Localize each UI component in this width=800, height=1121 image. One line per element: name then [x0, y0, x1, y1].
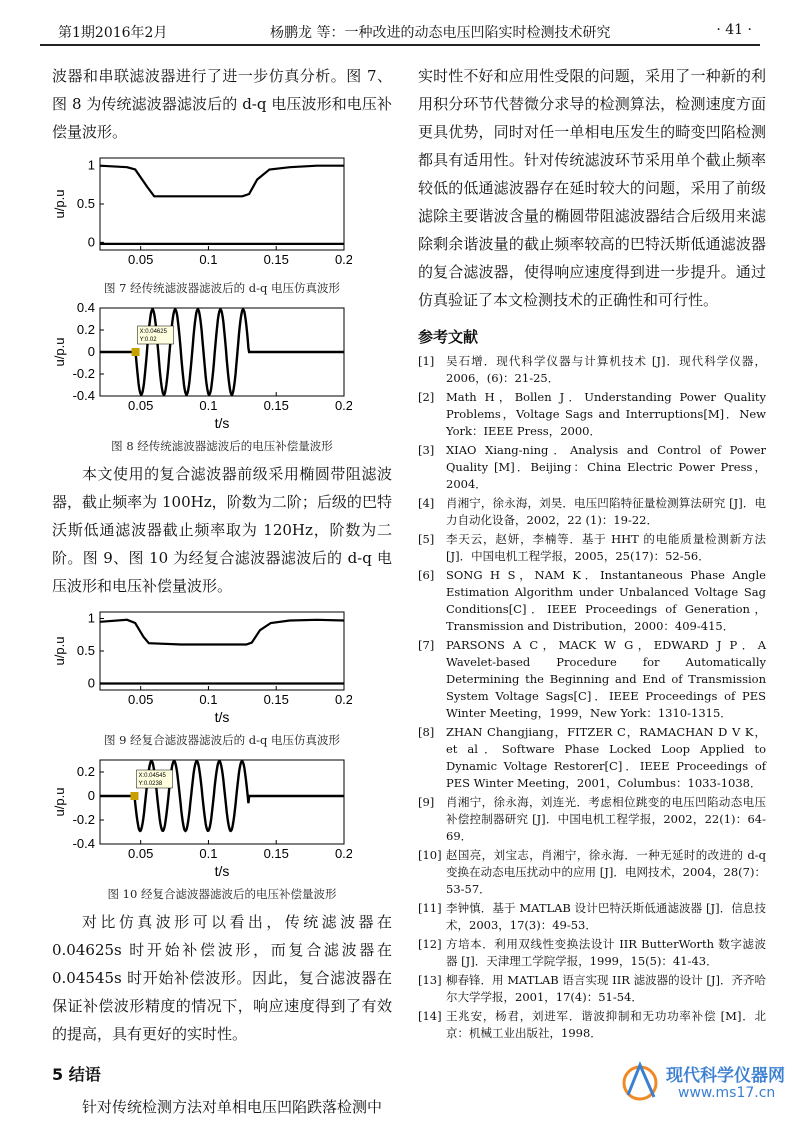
y-axis-label: u/p.u — [52, 337, 67, 367]
datatip-text: X:0.04545 — [138, 773, 166, 779]
figure-8 — [52, 302, 392, 434]
x-tick-label: 0.1 — [199, 252, 218, 267]
x-tick-label: 0.15 — [263, 252, 289, 267]
x-tick-label: 0.2 — [334, 398, 352, 413]
reference-item — [418, 794, 766, 845]
reference-number: [13] — [418, 973, 442, 987]
fig9-chart — [52, 606, 352, 724]
y-tick-label: 0.2 — [76, 764, 95, 779]
y-tick-label: 0 — [87, 344, 95, 359]
x-tick-label: 0.15 — [263, 846, 289, 861]
reference-text: Math H，Bollen J．Understanding Power Quality Problems，Voltage Sags and Interruptions[M]．New York：IEEE Press，2000． — [446, 390, 766, 438]
reference-text: 王兆安，杨君，刘进军．谐波抑制和无功功率补偿 [M]．北京：机械工业出版社，1998． — [446, 1009, 766, 1040]
datatip-text: Y:0.0238 — [138, 781, 163, 787]
fig8-chart — [52, 302, 352, 430]
references-heading: 参考文献 — [418, 328, 479, 346]
fig10-chart — [52, 754, 352, 878]
reference-text: 赵国亮，刘宝志，肖湘宁，徐永海．一种无延时的改进的 d-q 变换在动态电压扰动中的应用 [J]．电网技术，2004，28(7)：53-57． — [446, 848, 766, 896]
reference-item — [418, 567, 766, 635]
reference-item — [418, 389, 766, 440]
datatip-text: Y:0.02 — [139, 337, 157, 343]
figure-9 — [52, 606, 392, 728]
reference-number: [2] — [418, 390, 435, 404]
watermark-logo-icon — [618, 1057, 668, 1107]
y-tick-label: -0.2 — [72, 812, 95, 827]
reference-item — [418, 637, 766, 722]
fig7-chart — [52, 152, 352, 272]
reference-text: SONG H S，NAM K．Instantaneous Phase Angle Estimation Algorithm under Unbalanced Voltage Sag Conditions[C]．IEEE Proceedings of Generation，Transmission and Distribution，2000：409-415． — [446, 568, 766, 633]
reference-text: 柳春锋．用 MATLAB 语言实现 IIR 滤波器的设计 [J]．齐齐哈尔大学学报，2001，17(4)：51-54． — [446, 973, 766, 1004]
reference-number: [1] — [418, 354, 435, 368]
reference-number: [11] — [418, 901, 442, 915]
y-axis-label: u/p.u — [52, 636, 67, 666]
page-number: · 41 · — [716, 22, 752, 38]
datatip-text: X:0.04625 — [139, 329, 167, 335]
x-axis-label: t/s — [214, 709, 230, 724]
x-tick-label: 0.05 — [128, 692, 154, 707]
reference-item — [418, 724, 766, 792]
reference-text: ZHAN Changjiang，FITZER C，RAMACHAN D V K，et al．Software Phase Locked Loop Applied to Dynamic Voltage Restorer[C]．IEEE Proceedings of PES Winter Meeting，2001，Columbus：1033-1038． — [446, 725, 766, 790]
x-tick-label: 0.15 — [263, 398, 289, 413]
x-tick-label: 0.1 — [199, 398, 218, 413]
x-tick-label: 0.05 — [128, 398, 154, 413]
reference-item — [418, 936, 766, 970]
figure-7 — [52, 152, 392, 276]
y-tick-label: 0 — [87, 788, 95, 803]
reference-list — [418, 353, 766, 1042]
x-axis-label: t/s — [214, 415, 230, 430]
x-tick-label: 0.05 — [128, 252, 154, 267]
left-para-1: 波器和串联滤波器进行了进一步仿真分析。图 7、图 8 为传统滤波器滤波后的 d-q 电压波形和电压补偿量波形。 — [52, 67, 392, 141]
x-tick-label: 0.1 — [199, 846, 218, 861]
fig7-caption: 图 7 经传统滤波器滤波后的 d-q 电压仿真波形 — [103, 281, 341, 295]
reference-item — [418, 1008, 766, 1042]
reference-number: [6] — [418, 568, 435, 582]
left-para-2: 本文使用的复合滤波器前级采用椭圆带阻滤波器，截止频率为 100Hz，阶数为二阶；后级的巴特沃斯低通滤波器截止频率取为 120Hz，阶数为二阶。图 9、图 10 为经复合滤波器滤波后的 d-q 电压波形和电压补偿量波形。 — [52, 465, 392, 595]
reference-text: PARSONS A C，MACK W G，EDWARD J P．A Wavelet-based Procedure for Automatically Determining the Beginning and End of Transmission System Voltage Sags[C]．IEEE Proceedings of PES Winter Meeting，1999，New York：1310-1315． — [446, 638, 766, 720]
datatip-marker — [130, 792, 138, 800]
y-tick-label: 0 — [87, 675, 95, 691]
reference-text: XIAO Xiang-ning．Analysis and Control of Power Quality [M]．Beijing：China Electric Power Press，2004． — [446, 443, 766, 491]
reference-text: 方培本．利用双线性变换法设计 IIR ButterWorth 数字滤波器 [J]．天津理工学院学报，1999，15(5)：41-43． — [446, 937, 766, 968]
reference-number: [7] — [418, 638, 435, 652]
reference-number: [3] — [418, 443, 435, 457]
reference-number: [9] — [418, 795, 435, 809]
reference-item — [418, 847, 766, 898]
reference-number: [10] — [418, 848, 442, 862]
reference-item — [418, 900, 766, 934]
watermark — [618, 1057, 788, 1107]
right-column — [418, 62, 766, 1044]
x-tick-label: 0.2 — [334, 692, 352, 707]
left-column — [52, 62, 392, 1121]
reference-number: [8] — [418, 725, 435, 739]
y-tick-label: 1 — [87, 157, 95, 173]
reference-text: 李钟慎．基于 MATLAB 设计巴特沃斯低通滤波器 [J]．信息技术，2003，17(3)：49-53． — [446, 901, 766, 932]
fig8-caption: 图 8 经传统滤波器滤波后的电压补偿量波形 — [111, 439, 333, 453]
y-tick-label: -0.4 — [72, 388, 95, 403]
reference-item — [418, 353, 766, 387]
y-tick-label: -0.2 — [72, 366, 95, 381]
reference-number: [4] — [418, 496, 435, 510]
y-tick-label: 0.2 — [76, 322, 95, 337]
y-axis-label: u/p.u — [52, 189, 67, 219]
datatip-marker — [132, 348, 140, 356]
y-tick-label: 0.4 — [76, 302, 95, 315]
reference-text: 肖湘宁，徐永海，刘昊．电压凹陷特征量检测算法研究 [J]．电力自动化设备，2002，22 (1)：19-22． — [446, 496, 766, 527]
x-tick-label: 0.1 — [199, 692, 218, 707]
reference-text: 李天云，赵妍，李楠等．基于 HHT 的电能质量检测新方法 [J]．中国电机工程学报，2005，25(17)：52-56． — [446, 532, 766, 563]
x-axis-label: t/s — [214, 863, 230, 878]
y-tick-label: 0.5 — [76, 643, 95, 658]
fig10-caption: 图 10 经复合滤波器滤波后的电压补偿量波形 — [107, 887, 337, 901]
left-para-4: 针对传统检测方法对单相电压凹陷跌落检测中 — [82, 1098, 383, 1116]
series-line-1 — [100, 620, 344, 645]
reference-item — [418, 442, 766, 493]
left-para-3: 对比仿真波形可以看出，传统滤波器在 0.04625s 时开始补偿波形，而复合滤波器在 0.04545s 时开始补偿波形。因此，复合滤波器在保证补偿波形精度的情况下，响应速度得到了有效的提高，具有更好的实时性。 — [52, 913, 392, 1043]
reference-number: [14] — [418, 1009, 442, 1023]
fig9-caption: 图 9 经复合滤波器滤波后的 d-q 电压仿真波形 — [103, 733, 341, 747]
series-line-1 — [100, 166, 344, 197]
x-tick-label: 0.2 — [334, 846, 352, 861]
reference-number: [5] — [418, 532, 435, 546]
figure-10 — [52, 754, 392, 882]
y-tick-label: 0 — [87, 234, 95, 250]
reference-item — [418, 972, 766, 1006]
x-tick-label: 0.2 — [334, 252, 352, 267]
right-para-1: 实时性不好和应用性受限的问题，采用了一种新的利用积分环节代替微分求导的检测算法，检测速度方面更具优势，同时对任一单相电压发生的畸变凹陷检测都具有适用性。针对传统滤波环节采用单个截止频率较低的低通滤波器存在延时较大的问题，采用了前级滤除主要谐波含量的椭圆带阻滤波器结合后级用来滤除剩余谐波量的截止频率较高的巴特沃斯低通滤波器的复合滤波器，使得响应速度得到进一步提升。通过仿真验证了本文检测技术的正确性和可行性。 — [418, 67, 766, 309]
section-heading: 5 结语 — [52, 1065, 101, 1084]
reference-item — [418, 531, 766, 565]
header-issue: 第1期2016年2月 — [58, 25, 168, 41]
y-tick-label: 1 — [87, 610, 95, 626]
reference-text: 肖湘宁，徐永海，刘连光．考虑相位跳变的电压凹陷动态电压补偿控制器研究 [J]．中国电机工程学报，2002，22(1)：64-69． — [446, 795, 766, 843]
x-tick-label: 0.05 — [128, 846, 154, 861]
running-header — [40, 18, 760, 46]
header-title: 杨鹏龙 等：一种改进的动态电压凹陷实时检测技术研究 — [270, 25, 611, 41]
reference-item — [418, 495, 766, 529]
y-tick-label: 0.5 — [76, 196, 95, 211]
reference-text: 吴石增．现代科学仪器与计算机技术 [J]．现代科学仪器，2006，(6)：21-25． — [446, 354, 766, 385]
y-axis-label: u/p.u — [52, 787, 67, 817]
x-tick-label: 0.15 — [263, 692, 289, 707]
y-tick-label: -0.4 — [72, 836, 95, 851]
reference-number: [12] — [418, 937, 442, 951]
watermark-site: 现代科学仪器网 — [666, 1066, 785, 1086]
watermark-url: www.ms17.cn — [678, 1085, 776, 1101]
